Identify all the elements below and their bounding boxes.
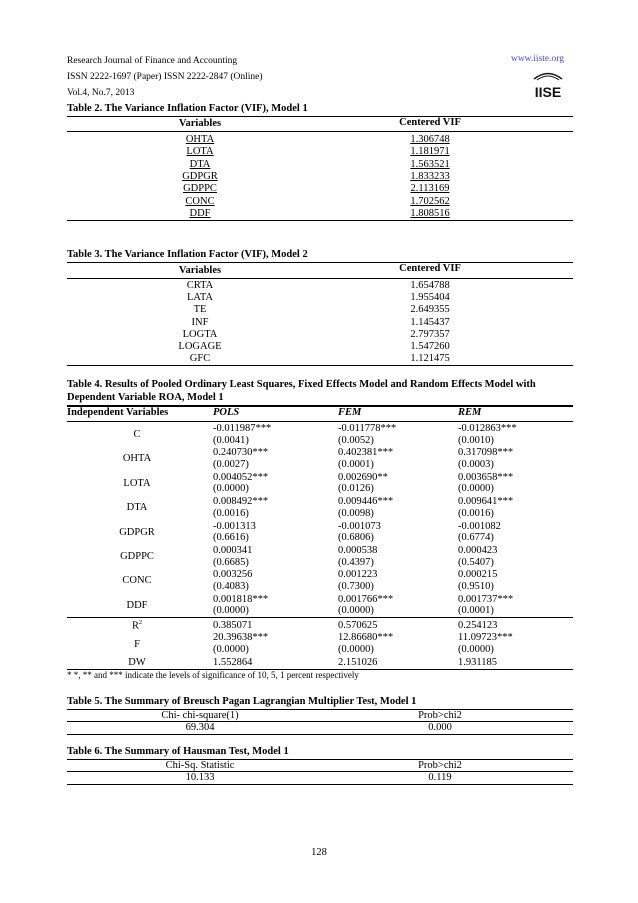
table3-vif-cell: 2.649355 bbox=[410, 304, 450, 316]
table4-f-rem: 11.09723*** bbox=[458, 632, 513, 643]
table4-r2-fem: 0.570625 bbox=[338, 620, 378, 631]
table3-vif-cell: 1.547260 bbox=[410, 341, 450, 352]
table4-fem-pvalue: (0.4397) bbox=[338, 556, 374, 568]
table4-variable-cell: GDPPC bbox=[120, 551, 154, 562]
table4-variable-cell: DDF bbox=[126, 599, 148, 611]
table4-fem-coef: 0.009446*** bbox=[338, 496, 394, 508]
table4-rem-pvalue: (0.0001) bbox=[458, 605, 494, 617]
table6-col-chisq: Chi-Sq. Statistic bbox=[165, 760, 235, 771]
journal-url-link[interactable]: www.iiste.org bbox=[510, 54, 564, 64]
table4-dw-pols: 1.552864 bbox=[213, 657, 253, 668]
table4-rem-coef: 0.003658*** bbox=[458, 471, 514, 483]
table4-rem-coef: 0.009641*** bbox=[458, 496, 514, 508]
table4-rem-pvalue: (0.5407) bbox=[458, 556, 494, 568]
table3-variable-cell: LATA bbox=[187, 292, 213, 304]
table4-f-rem-p: (0.0000) bbox=[458, 644, 494, 655]
table4-rem-pvalue: (0.6774) bbox=[458, 532, 494, 544]
table4-pols-pvalue: (0.0016) bbox=[213, 507, 249, 519]
table4-variable-cell: LOTA bbox=[123, 477, 151, 489]
table3-vif-cell: 2.797357 bbox=[410, 328, 450, 340]
table4-fem-pvalue: (0.7300) bbox=[338, 580, 374, 592]
table6-prob-value: 0.119 bbox=[428, 772, 452, 783]
table4-pols-pvalue: (0.6685) bbox=[213, 556, 249, 568]
table2-title: Table 2. The Variance Inflation Factor (VIF), Model 1 bbox=[67, 103, 308, 114]
table3-vif-cell: 1.121475 bbox=[410, 353, 450, 365]
table4-note: * *, ** and *** indicate the levels of significance of 10, 5, 1 percent respectively bbox=[67, 670, 359, 680]
table2-vif-cell: 2.113169 bbox=[410, 183, 450, 195]
table3-variable-cell: LOGAGE bbox=[178, 341, 222, 352]
table4-variable-cell: GDPGR bbox=[119, 526, 155, 538]
table4-fem-pvalue: (0.0098) bbox=[338, 507, 374, 519]
table4-r2-label: $R^2$ bbox=[131, 620, 142, 632]
table3-top-rule bbox=[67, 262, 573, 263]
table4-rem-coef: 0.317098*** bbox=[458, 447, 514, 459]
table2-variable-cell: DDF bbox=[189, 207, 211, 219]
table4-title-line1: Table 4. Results of Pooled Ordinary Least Squares, Fixed Effects Model and Random Effects Model with bbox=[67, 379, 536, 390]
table2-variable-cell: GDPPC bbox=[183, 183, 217, 195]
table4-rem-pvalue: (0.0000) bbox=[458, 483, 494, 495]
table4-rem-pvalue: (0.0016) bbox=[458, 507, 494, 519]
table3-variable-cell: GFC bbox=[189, 353, 211, 365]
table4-col-pols: POLS bbox=[213, 407, 240, 418]
table4-pols-coef: 0.240730*** bbox=[213, 447, 269, 459]
table4-fem-coef: 0.001223 bbox=[338, 569, 378, 581]
table4-fem-pvalue: (0.0001) bbox=[338, 458, 374, 470]
table5-col-chi: Chi- chi-square(1) bbox=[161, 710, 239, 721]
table4-pols-pvalue: (0.0041) bbox=[213, 434, 249, 446]
table4-rem-coef: -0.012863*** bbox=[458, 423, 517, 434]
table4-f-label: F bbox=[134, 639, 140, 650]
iiste-logo bbox=[532, 70, 564, 100]
table2-variable-cell: LOTA bbox=[186, 146, 214, 158]
table3-variable-cell: INF bbox=[191, 316, 209, 328]
table4-variable-cell: CONC bbox=[122, 575, 152, 587]
table4-col-fem: FEM bbox=[338, 407, 362, 418]
table6-title: Table 6. The Summary of Hausman Test, Model 1 bbox=[67, 746, 289, 757]
table3-variable-cell: LOGTA bbox=[182, 328, 218, 340]
table4-rem-pvalue: (0.0003) bbox=[458, 458, 494, 470]
table6-bottom-rule bbox=[67, 784, 573, 785]
table4-fem-pvalue: (0.0126) bbox=[338, 483, 374, 495]
table4-r2-rem: 0.254123 bbox=[458, 620, 498, 631]
table4-fem-coef: 0.402381*** bbox=[338, 447, 394, 459]
table4-pols-pvalue: (0.4083) bbox=[213, 580, 249, 592]
journal-issn: ISSN 2222-1697 (Paper) ISSN 2222-2847 (Online) bbox=[67, 72, 263, 82]
table5-title: Table 5. The Summary of Breusch Pagan Lagrangian Multiplier Test, Model 1 bbox=[67, 696, 417, 707]
table4-rem-pvalue: (0.0010) bbox=[458, 434, 494, 446]
logo-text: IISE bbox=[534, 84, 562, 100]
table4-f-pols: 20.39638*** bbox=[213, 632, 269, 643]
table4-rem-coef: 0.000215 bbox=[458, 569, 498, 581]
table3-vif-cell: 1.955404 bbox=[410, 292, 450, 304]
table4-variable-cell: OHTA bbox=[122, 453, 152, 465]
table2-vif-cell: 1.702562 bbox=[410, 195, 450, 207]
table5-bottom-rule bbox=[67, 734, 573, 735]
table2-bottom-rule bbox=[67, 220, 573, 221]
journal-volume: Vol.4, No.7, 2013 bbox=[67, 88, 135, 98]
table2-col-variables: Variables bbox=[178, 118, 222, 129]
table2-variable-cell: GDPGR bbox=[182, 170, 218, 182]
table4-pols-pvalue: (0.0027) bbox=[213, 458, 249, 470]
table4-dw-rem: 1.931185 bbox=[458, 657, 497, 668]
table2-header-rule bbox=[67, 131, 573, 132]
table4-fem-coef: -0.011778*** bbox=[338, 423, 397, 434]
table4-header-rule bbox=[67, 421, 573, 422]
table3-bottom-rule bbox=[67, 365, 573, 366]
table4-dw-fem: 2.151026 bbox=[338, 657, 378, 668]
table4-variable-cell: DTA bbox=[126, 502, 148, 514]
table3-variable-cell: TE bbox=[193, 304, 207, 316]
table4-fem-coef: 0.001766*** bbox=[338, 593, 394, 605]
table3-header-rule bbox=[67, 278, 573, 279]
table4-pols-coef: -0.011987*** bbox=[213, 423, 272, 434]
table5-chi-value: 69.304 bbox=[185, 722, 215, 733]
table4-variable-cell: C bbox=[133, 429, 141, 440]
table4-pols-pvalue: (0.0000) bbox=[213, 483, 249, 495]
table4-pols-coef: 0.008492*** bbox=[213, 496, 269, 508]
table4-pols-coef: -0.001313 bbox=[213, 520, 256, 532]
table6-col-prob: Prob>chi2 bbox=[418, 760, 462, 771]
table4-rem-coef: -0.001082 bbox=[458, 520, 501, 532]
table3-title: Table 3. The Variance Inflation Factor (VIF), Model 2 bbox=[67, 249, 308, 260]
table4-pols-coef: 0.001818*** bbox=[213, 593, 269, 605]
table5-prob-value: 0.000 bbox=[428, 722, 452, 733]
table4-r2-pols: 0.385071 bbox=[213, 620, 253, 631]
table4-rem-coef: 0.000423 bbox=[458, 545, 498, 556]
table4-pols-pvalue: (0.0000) bbox=[213, 605, 249, 617]
table4-f-pols-p: (0.0000) bbox=[213, 644, 249, 655]
table2-col-vif: Centered VIF bbox=[399, 117, 461, 128]
table2-vif-cell: 1.833233 bbox=[410, 170, 450, 182]
table3-variable-cell: CRTA bbox=[186, 280, 214, 291]
table4-fem-coef: 0.002690** bbox=[338, 471, 388, 483]
journal-name: Research Journal of Finance and Accounting bbox=[67, 56, 238, 66]
table2-variable-cell: DTA bbox=[189, 158, 211, 170]
table4-f-fem: 12.86680*** bbox=[338, 632, 394, 643]
table4-fem-coef: 0.000538 bbox=[338, 545, 378, 556]
table4-pols-coef: 0.004052*** bbox=[213, 471, 269, 483]
table3-vif-cell: 1.145437 bbox=[410, 316, 450, 328]
table2-vif-cell: 1.563521 bbox=[410, 158, 450, 170]
table4-rem-pvalue: (0.9510) bbox=[458, 580, 494, 592]
table4-rem-coef: 0.001737*** bbox=[458, 593, 514, 605]
table4-dw-label: DW bbox=[128, 657, 146, 668]
table5-col-prob: Prob>chi2 bbox=[418, 710, 462, 721]
table4-pols-pvalue: (0.6616) bbox=[213, 532, 249, 544]
table3-col-variables: Variables bbox=[178, 265, 222, 276]
table4-fem-pvalue: (0.0000) bbox=[338, 605, 374, 617]
table2-vif-cell: 1.808516 bbox=[410, 207, 450, 219]
table4-col-rem: REM bbox=[458, 407, 482, 418]
table4-pols-coef: 0.000341 bbox=[213, 545, 253, 556]
table2-vif-cell: 1.181971 bbox=[410, 146, 450, 158]
table4-fem-coef: -0.001073 bbox=[338, 520, 381, 532]
table3-col-vif: Centered VIF bbox=[399, 263, 461, 274]
table4-pols-coef: 0.003256 bbox=[213, 569, 253, 581]
table4-col-independent: Independent Variables bbox=[67, 407, 169, 418]
table4-fem-pvalue: (0.6806) bbox=[338, 532, 374, 544]
table2-variable-cell: OHTA bbox=[185, 134, 215, 145]
table2-top-rule bbox=[67, 116, 573, 117]
page-number: 128 bbox=[311, 847, 327, 858]
table3-vif-cell: 1.654788 bbox=[410, 280, 450, 291]
table2-variable-cell: CONC bbox=[185, 195, 215, 207]
table4-fem-pvalue: (0.0052) bbox=[338, 434, 374, 446]
table4-f-fem-p: (0.0000) bbox=[338, 644, 374, 655]
table2-vif-cell: 1.306748 bbox=[410, 134, 450, 145]
table4-title-line2: Dependent Variable ROA, Model 1 bbox=[67, 392, 224, 403]
table6-chisq-value: 10.133 bbox=[185, 772, 215, 783]
